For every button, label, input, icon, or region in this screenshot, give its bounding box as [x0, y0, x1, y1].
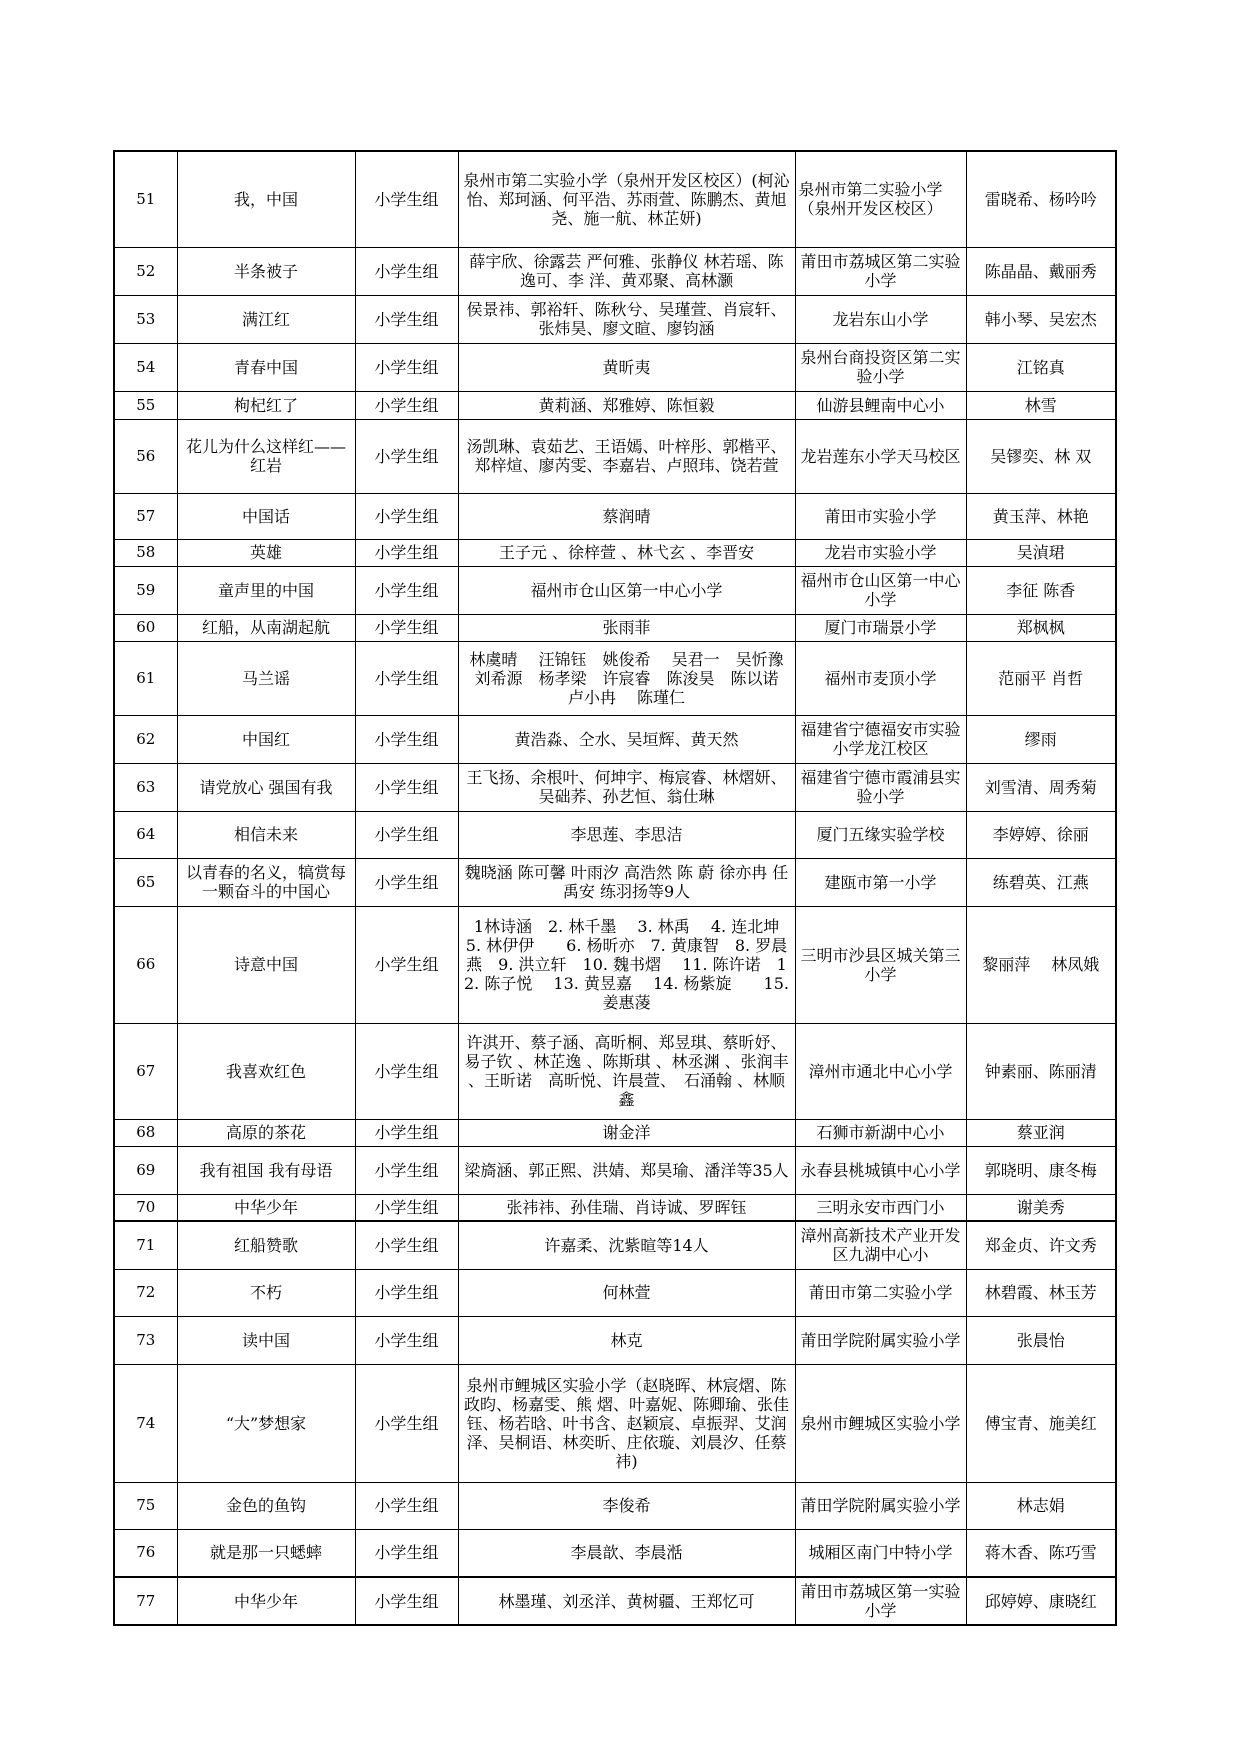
- school-name: 泉州台商投资区第二实验小学: [795, 343, 966, 391]
- school-name: 莆田市实验小学: [795, 493, 966, 539]
- performers: 林虞晴 汪锦钰 姚俊希 吴君一 吴忻豫 刘希源 杨孝梁 许宸睿 陈浚昊 陈以诺 卢小冉 陈瑾仁: [458, 641, 795, 715]
- group-name: 小学生组: [355, 343, 458, 391]
- performers: 许嘉柔、沈紫暄等14人: [458, 1221, 795, 1269]
- teachers: 郑金贞、许文秀: [966, 1221, 1116, 1269]
- teachers: 蒋木香、陈巧雪: [966, 1529, 1116, 1577]
- performers: 侯景祎、郭裕轩、陈秋兮、吴瑾萱、肖宸轩、张炜昊、廖文暄、廖钧涵: [458, 295, 795, 343]
- teachers: 刘雪清、周秀菊: [966, 763, 1116, 811]
- school-name: 仙游县鲤南中心小: [795, 391, 966, 419]
- table-row: [114, 247, 1116, 295]
- teachers: 钟素丽、陈丽清: [966, 1023, 1116, 1119]
- work-title: 中国红: [177, 715, 355, 763]
- group-name: 小学生组: [355, 1194, 458, 1221]
- performers: 魏晓涵 陈可馨 叶雨汐 高浩然 陈 蔚 徐亦冉 任禹安 练羽扬等9人: [458, 858, 795, 906]
- school-name: 莆田学院附属实验小学: [795, 1316, 966, 1364]
- teachers: 张晨怡: [966, 1316, 1116, 1364]
- row-number: 76: [114, 1529, 177, 1577]
- performers: 黄浩淼、仝水、吴垣辉、黄天然: [458, 715, 795, 763]
- teachers: 林志娟: [966, 1482, 1116, 1529]
- work-title: “大”梦想家: [177, 1364, 355, 1482]
- teachers: 缪雨: [966, 715, 1116, 763]
- group-name: 小学生组: [355, 391, 458, 419]
- performers: 梁旖涵、郭正熙、洪婧、郑昊瑜、潘洋等35人: [458, 1146, 795, 1194]
- group-name: 小学生组: [355, 1221, 458, 1269]
- row-number: 74: [114, 1364, 177, 1482]
- table-row: [114, 391, 1116, 419]
- table-row: [114, 1023, 1116, 1119]
- performers: 谢金洋: [458, 1119, 795, 1146]
- performers: 林克: [458, 1316, 795, 1364]
- teachers: 谢美秀: [966, 1194, 1116, 1221]
- school-name: 莆田市荔城区第一实验小学: [795, 1577, 966, 1625]
- table-row: [114, 493, 1116, 539]
- row-number: 63: [114, 763, 177, 811]
- row-number: 57: [114, 493, 177, 539]
- school-name: 漳州市通北中心小学: [795, 1023, 966, 1119]
- group-name: 小学生组: [355, 566, 458, 614]
- group-name: 小学生组: [355, 493, 458, 539]
- performers: 泉州市第二实验小学（泉州开发区校区）(柯沁怡、郑珂涵、何平浩、苏雨萱、陈鹏杰、黄旭尧、施一航、林芷妍): [458, 151, 795, 247]
- work-title: 我有祖国 我有母语: [177, 1146, 355, 1194]
- table-row: [114, 1529, 1116, 1577]
- table-row: [114, 1221, 1116, 1269]
- performers: 何林萱: [458, 1269, 795, 1316]
- school-name: 福建省宁德福安市实验小学龙江校区: [795, 715, 966, 763]
- teachers: 李婷婷、徐丽: [966, 811, 1116, 858]
- row-number: 55: [114, 391, 177, 419]
- work-title: 以青春的名义，犒赏每一颗奋斗的中国心: [177, 858, 355, 906]
- work-title: 金色的鱼钩: [177, 1482, 355, 1529]
- school-name: 建瓯市第一小学: [795, 858, 966, 906]
- work-title: 不朽: [177, 1269, 355, 1316]
- performers: 李思莲、李思洁: [458, 811, 795, 858]
- school-name: 福州市麦顶小学: [795, 641, 966, 715]
- performers: 黄昕夷: [458, 343, 795, 391]
- work-title: 高原的茶花: [177, 1119, 355, 1146]
- teachers: 李征 陈香: [966, 566, 1116, 614]
- work-title: 花儿为什么这样红——红岩: [177, 419, 355, 493]
- performers: 张雨菲: [458, 614, 795, 641]
- group-name: 小学生组: [355, 1577, 458, 1625]
- school-name: 龙岩东山小学: [795, 295, 966, 343]
- row-number: 54: [114, 343, 177, 391]
- table-row: [114, 539, 1116, 566]
- work-title: 我，中国: [177, 151, 355, 247]
- school-name: 龙岩市实验小学: [795, 539, 966, 566]
- table-row: [114, 419, 1116, 493]
- teachers: 邱婷婷、康晓红: [966, 1577, 1116, 1625]
- row-number: 64: [114, 811, 177, 858]
- work-title: 英雄: [177, 539, 355, 566]
- work-title: 诗意中国: [177, 906, 355, 1023]
- work-title: 枸杞红了: [177, 391, 355, 419]
- row-number: 68: [114, 1119, 177, 1146]
- teachers: 江铭真: [966, 343, 1116, 391]
- performers: 王子元 、徐梓萱 、林弋玄 、李晋安: [458, 539, 795, 566]
- work-title: 红船赞歌: [177, 1221, 355, 1269]
- row-number: 51: [114, 151, 177, 247]
- table-row: [114, 614, 1116, 641]
- group-name: 小学生组: [355, 539, 458, 566]
- table-row: [114, 641, 1116, 715]
- group-name: 小学生组: [355, 1482, 458, 1529]
- teachers: 郑枫枫: [966, 614, 1116, 641]
- table-row: [114, 295, 1116, 343]
- table-row: [114, 1119, 1116, 1146]
- teachers: 林碧霞、林玉芳: [966, 1269, 1116, 1316]
- school-name: 石狮市新湖中心小: [795, 1119, 966, 1146]
- work-title: 半条被子: [177, 247, 355, 295]
- teachers: 黎丽萍 林凤娥: [966, 906, 1116, 1023]
- table-row: [114, 763, 1116, 811]
- school-name: 莆田市第二实验小学: [795, 1269, 966, 1316]
- group-name: 小学生组: [355, 1023, 458, 1119]
- group-name: 小学生组: [355, 906, 458, 1023]
- table-row: [114, 1146, 1116, 1194]
- work-title: 中国话: [177, 493, 355, 539]
- performers: 薛宇欣、徐露芸 严何雅、张静仪 林若瑶、陈逸可、李 洋、黄邓聚、高林灏: [458, 247, 795, 295]
- row-number: 65: [114, 858, 177, 906]
- teachers: 陈晶晶、戴丽秀: [966, 247, 1116, 295]
- performers: 汤凯琳、袁茹艺、王语嫣、叶梓彤、郭楷平、郑梓煊、廖芮雯、李嘉岩、卢照玮、饶若萱: [458, 419, 795, 493]
- work-title: 读中国: [177, 1316, 355, 1364]
- row-number: 66: [114, 906, 177, 1023]
- school-name: 泉州市鲤城区实验小学: [795, 1364, 966, 1482]
- row-number: 73: [114, 1316, 177, 1364]
- row-number: 62: [114, 715, 177, 763]
- group-name: 小学生组: [355, 641, 458, 715]
- entries-table: [113, 150, 1117, 1626]
- table-row: [114, 1269, 1116, 1316]
- table-row: [114, 1194, 1116, 1221]
- group-name: 小学生组: [355, 1269, 458, 1316]
- performers: 蔡润晴: [458, 493, 795, 539]
- performers: 许淇开、蔡子涵、高昕桐、郑昱琪、蔡昕妤、易子钦 、林芷逸 、陈斯琪 、林丞渊 、张润丰 、王昕诺 高昕悦、许晨萱、 石涌翰 、林顺鑫: [458, 1023, 795, 1119]
- work-title: 相信未来: [177, 811, 355, 858]
- school-name: 厦门五缘实验学校: [795, 811, 966, 858]
- row-number: 58: [114, 539, 177, 566]
- school-name: 城厢区南门中特小学: [795, 1529, 966, 1577]
- work-title: 满江红: [177, 295, 355, 343]
- row-number: 69: [114, 1146, 177, 1194]
- school-name: 泉州市第二实验小学（泉州开发区校区）: [795, 151, 966, 247]
- group-name: 小学生组: [355, 1119, 458, 1146]
- school-name: 莆田学院附属实验小学: [795, 1482, 966, 1529]
- school-name: 厦门市瑞景小学: [795, 614, 966, 641]
- row-number: 72: [114, 1269, 177, 1316]
- row-number: 61: [114, 641, 177, 715]
- work-title: 中华少年: [177, 1577, 355, 1625]
- group-name: 小学生组: [355, 151, 458, 247]
- row-number: 53: [114, 295, 177, 343]
- work-title: 红船，从南湖起航: [177, 614, 355, 641]
- teachers: 吴湞珺: [966, 539, 1116, 566]
- row-number: 75: [114, 1482, 177, 1529]
- table-row: [114, 715, 1116, 763]
- teachers: 傅宝青、施美红: [966, 1364, 1116, 1482]
- performers: 王飞扬、余根叶、何坤宇、梅宸睿、林熠妍、吴础荞、孙艺恒、翁仕琳: [458, 763, 795, 811]
- group-name: 小学生组: [355, 419, 458, 493]
- entries-table-body: [114, 151, 1116, 1625]
- school-name: 永春县桃城镇中心小学: [795, 1146, 966, 1194]
- teachers: 吴镠奕、林 双: [966, 419, 1116, 493]
- work-title: 就是那一只蟋蟀: [177, 1529, 355, 1577]
- work-title: 我喜欢红色: [177, 1023, 355, 1119]
- row-number: 70: [114, 1194, 177, 1221]
- table-row: [114, 858, 1116, 906]
- teachers: 蔡亚润: [966, 1119, 1116, 1146]
- teachers: 黄玉萍、林艳: [966, 493, 1116, 539]
- row-number: 71: [114, 1221, 177, 1269]
- table-row: [114, 811, 1116, 858]
- school-name: 漳州高新技术产业开发区九湖中心小: [795, 1221, 966, 1269]
- teachers: 郭晓明、康冬梅: [966, 1146, 1116, 1194]
- work-title: 青春中国: [177, 343, 355, 391]
- work-title: 请党放心 强国有我: [177, 763, 355, 811]
- performers: 林墨瑾、刘丞洋、黄树疆、王郑忆可: [458, 1577, 795, 1625]
- school-name: 福州市仓山区第一中心小学: [795, 566, 966, 614]
- group-name: 小学生组: [355, 1364, 458, 1482]
- school-name: 三明永安市西门小: [795, 1194, 966, 1221]
- performers: 李晨歆、李晨湉: [458, 1529, 795, 1577]
- teachers: 练碧英、江燕: [966, 858, 1116, 906]
- performers: 1林诗涵 2. 林千墨 3. 林禹 4. 连北坤 5. 林伊伊 6. 杨昕亦 7. 黄康智 8. 罗晨燕 9. 洪立轩 10. 魏书熠 11. 陈许诺 12. 陈子悦 13. 黄昱嘉 14. 杨紫旋 15. 姜惠蓤: [458, 906, 795, 1023]
- group-name: 小学生组: [355, 1316, 458, 1364]
- table-row: [114, 566, 1116, 614]
- school-name: 三明市沙县区城关第三小学: [795, 906, 966, 1023]
- row-number: 59: [114, 566, 177, 614]
- table-row: [114, 1482, 1116, 1529]
- row-number: 60: [114, 614, 177, 641]
- group-name: 小学生组: [355, 247, 458, 295]
- group-name: 小学生组: [355, 811, 458, 858]
- performers: 福州市仓山区第一中心小学: [458, 566, 795, 614]
- teachers: 范丽平 肖哲: [966, 641, 1116, 715]
- group-name: 小学生组: [355, 295, 458, 343]
- row-number: 56: [114, 419, 177, 493]
- school-name: 莆田市荔城区第二实验小学: [795, 247, 966, 295]
- table-row: [114, 906, 1116, 1023]
- row-number: 67: [114, 1023, 177, 1119]
- group-name: 小学生组: [355, 858, 458, 906]
- school-name: 龙岩莲东小学天马校区: [795, 419, 966, 493]
- work-title: 中华少年: [177, 1194, 355, 1221]
- performers: 泉州市鲤城区实验小学（赵晓晖、林宸熠、陈政昀、杨嘉雯、熊 熠、叶嘉妮、陈卿瑜、张佳钰、杨若晗、叶书含、赵颖宸、卓振羿、艾润泽、吴桐语、林奕昕、庄依璇、刘晨汐、任蔡祎): [458, 1364, 795, 1482]
- table-row: [114, 1364, 1116, 1482]
- group-name: 小学生组: [355, 1529, 458, 1577]
- school-name: 福建省宁德市霞浦县实验小学: [795, 763, 966, 811]
- performers: 黄莉涵、郑雅婷、陈恒毅: [458, 391, 795, 419]
- teachers: 韩小琴、吴宏杰: [966, 295, 1116, 343]
- table-row: [114, 1577, 1116, 1625]
- group-name: 小学生组: [355, 614, 458, 641]
- row-number: 52: [114, 247, 177, 295]
- teachers: 林雪: [966, 391, 1116, 419]
- group-name: 小学生组: [355, 1146, 458, 1194]
- table-row: [114, 1316, 1116, 1364]
- row-number: 77: [114, 1577, 177, 1625]
- table-row: [114, 343, 1116, 391]
- group-name: 小学生组: [355, 715, 458, 763]
- work-title: 马兰谣: [177, 641, 355, 715]
- performers: 张祎祎、孙佳瑞、肖诗诚、罗晖钰: [458, 1194, 795, 1221]
- table-row: [114, 151, 1116, 247]
- teachers: 雷晓希、杨吟吟: [966, 151, 1116, 247]
- performers: 李俊希: [458, 1482, 795, 1529]
- award-list-sheet: [113, 150, 1115, 1626]
- group-name: 小学生组: [355, 763, 458, 811]
- work-title: 童声里的中国: [177, 566, 355, 614]
